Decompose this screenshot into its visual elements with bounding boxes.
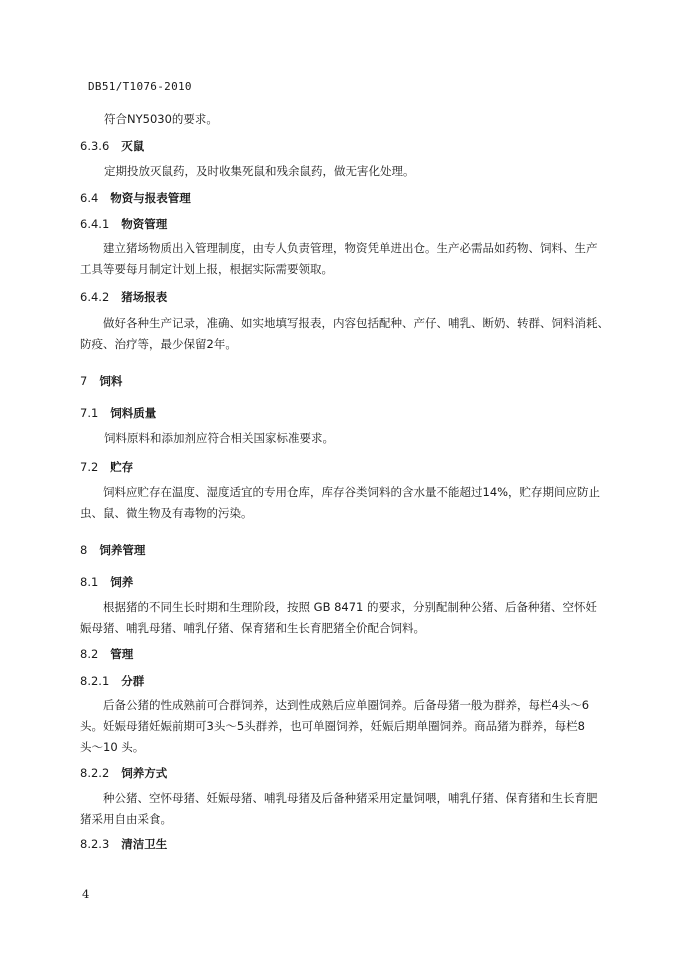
heading-title: 饲养方式 [121, 766, 168, 780]
paragraph-ny5030: 符合NY5030的要求。 [104, 112, 218, 126]
heading-6-4-1 [80, 216, 167, 232]
heading-7-2 [80, 459, 133, 475]
heading-title: 物资与报表管理 [110, 191, 191, 205]
heading-title: 物资管理 [121, 217, 168, 231]
heading-title: 清洁卫生 [121, 837, 168, 851]
heading-6-4 [80, 190, 191, 206]
paragraph-8-2-2 [80, 788, 598, 830]
paragraph-6-3-6: 定期投放灭鼠药，及时收集死鼠和残余鼠药，做无害化处理。 [104, 164, 415, 178]
heading-number: 7.1 [80, 406, 99, 420]
heading-6-4-2 [80, 289, 167, 305]
heading-number: 8.2 [80, 647, 99, 661]
paragraph-6-4-2 [80, 313, 609, 355]
paragraph-line: 后备公猪的性成熟前可合群饲养，达到性成熟后应单圈饲养。后备母猪一般为群养，每栏4头～6 [103, 698, 590, 712]
heading-number: 8.2.1 [80, 674, 110, 688]
paragraph-line: 防疫、治疗等，最少保留2年。 [80, 337, 237, 351]
heading-number: 8.2.2 [80, 766, 110, 780]
paragraph-7-1: 饲料原料和添加剂应符合相关国家标准要求。 [104, 431, 334, 445]
heading-title: 饲料 [99, 374, 123, 388]
heading-8-2-1 [80, 673, 144, 689]
heading-title: 管理 [110, 647, 134, 661]
paragraph-line: 种公猪、空怀母猪、妊娠母猪、哺乳母猪及后备种猪采用定量饲喂，哺乳仔猪、保育猪和生长育肥 [103, 791, 598, 805]
paragraph-line: 头。妊娠母猪妊娠前期可3头～5头群养，也可单圈饲养，妊娠后期单圈饲养。商品猪为群养，每栏8 [80, 719, 585, 733]
heading-title: 饲养管理 [99, 543, 146, 557]
heading-number: 6.4.2 [80, 290, 110, 304]
heading-number: 6.3.6 [80, 139, 110, 153]
paragraph-line: 做好各种生产记录，准确、如实地填写报表，内容包括配种、产仔、哺乳、断奶、转群、饲料消耗、 [103, 316, 609, 330]
heading-number: 8 [80, 543, 88, 557]
document-code: DB51/T1076-2010 [88, 80, 192, 93]
paragraph-line: 娠母猪、哺乳母猪、哺乳仔猪、保育猪和生长育肥猪全价配合饲料。 [80, 621, 425, 635]
heading-number: 8.2.3 [80, 837, 110, 851]
heading-number: 7.2 [80, 460, 99, 474]
page-number: 4 [82, 887, 90, 901]
heading-8-2 [80, 646, 133, 662]
paragraph-line: 建立猪场物质出入管理制度，由专人负责管理，物资凭单进出仓。生产必需品如药物、饲料、生产 [103, 241, 598, 255]
heading-number: 6.4.1 [80, 217, 110, 231]
paragraph-line: 猪采用自由采食。 [80, 812, 172, 826]
paragraph-8-2-1 [80, 695, 589, 758]
heading-8-2-3 [80, 836, 167, 852]
heading-number: 7 [80, 374, 88, 388]
heading-8 [80, 542, 145, 558]
heading-title: 饲养 [110, 575, 134, 589]
paragraph-7-2 [80, 482, 600, 524]
paragraph-6-4-1 [80, 238, 598, 280]
heading-title: 灭鼠 [121, 139, 145, 153]
heading-number: 8.1 [80, 575, 99, 589]
heading-6-3-6 [80, 138, 144, 154]
heading-8-1 [80, 574, 133, 590]
paragraph-8-1 [80, 597, 597, 639]
heading-title: 饲料质量 [110, 406, 157, 420]
heading-title: 贮存 [110, 460, 134, 474]
heading-number: 6.4 [80, 191, 99, 205]
paragraph-line: 根据猪的不同生长时期和生理阶段，按照 GB 8471 的要求，分别配制种公猪、后备种猪、空怀妊 [103, 600, 598, 614]
paragraph-line: 工具等要每月制定计划上报，根据实际需要领取。 [80, 262, 333, 276]
heading-8-2-2 [80, 765, 167, 781]
paragraph-line: 头～10 头。 [80, 740, 145, 754]
heading-title: 猪场报表 [121, 290, 168, 304]
heading-7 [80, 373, 122, 389]
heading-title: 分群 [121, 674, 145, 688]
heading-7-1 [80, 405, 156, 421]
paragraph-line: 饲料应贮存在温度、湿度适宜的专用仓库，库存谷类饲料的含水量不能超过14%，贮存期间应防止 [103, 485, 601, 499]
paragraph-line: 虫、鼠、微生物及有毒物的污染。 [80, 506, 253, 520]
